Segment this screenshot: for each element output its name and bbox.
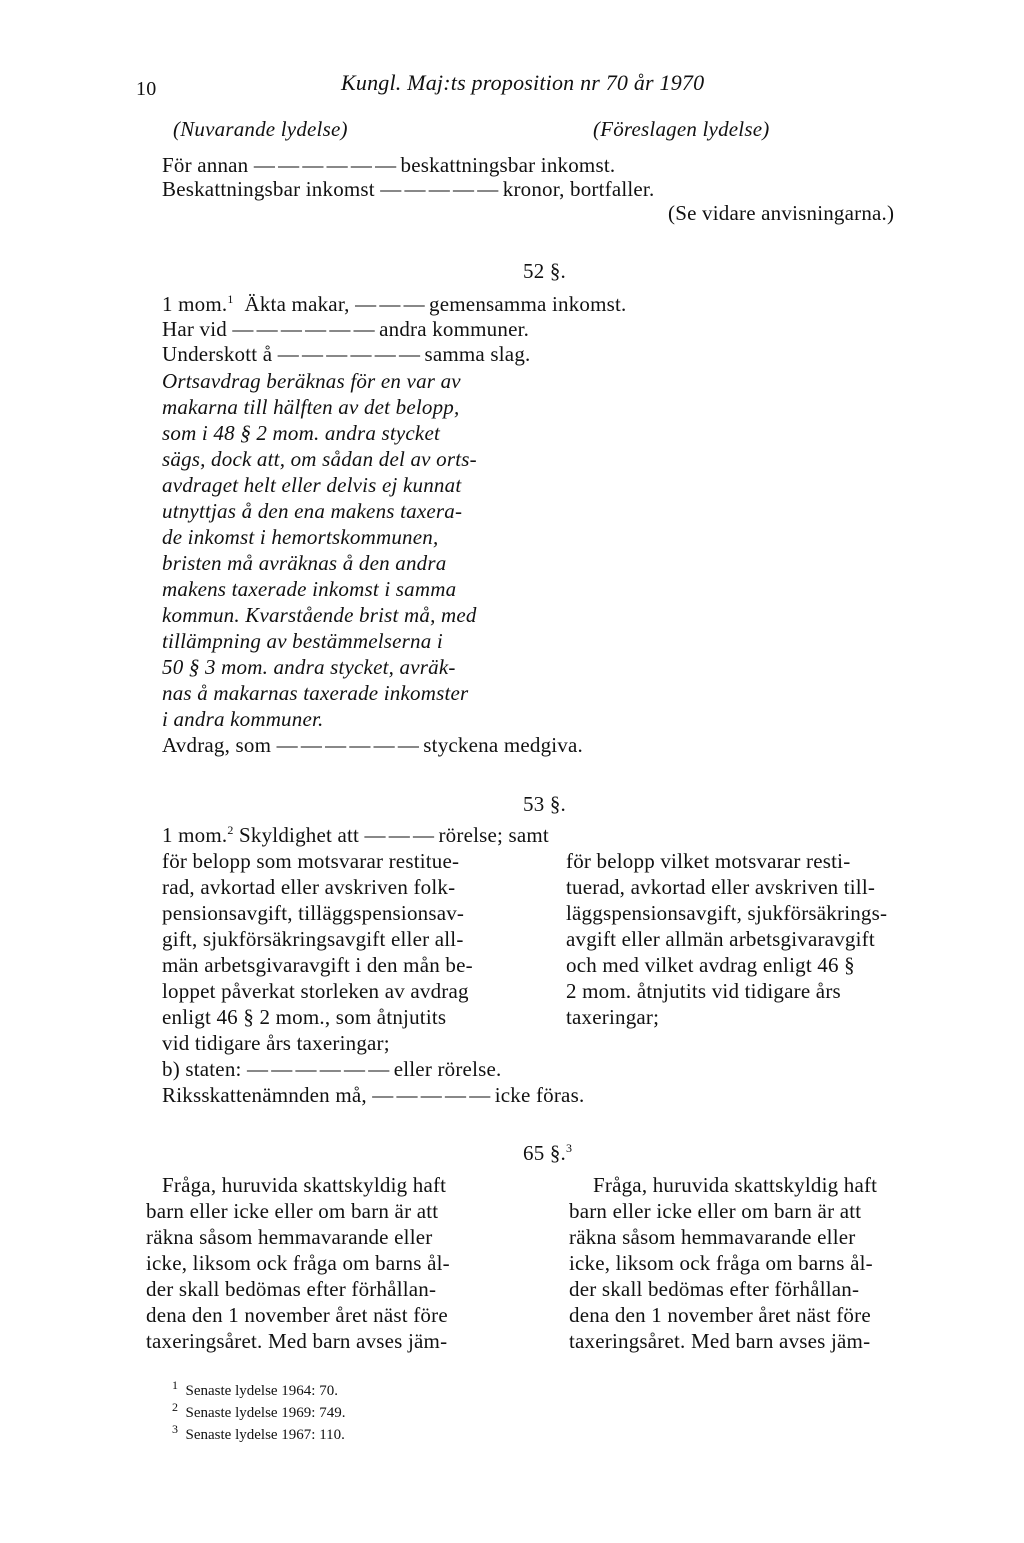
sec53-right-6: 2 mom. åtnjutits vid tidigare års (566, 979, 841, 1003)
sec65-right-1: Fråga, huruvida skattskyldig haft (593, 1173, 878, 1197)
sec53-riks-line: Riksskattenämnden må, — — — — — icke föras. (162, 1083, 585, 1107)
sec53-after-line: vid tidigare års taxeringar; (162, 1031, 390, 1055)
sec53-left-4: gift, sjukförsäkringsavgift eller all- (162, 927, 464, 951)
sec65-left-4: icke, liksom ock fråga om barns ål- (146, 1251, 450, 1275)
column-heading-current: (Nuvarande lydelse) (173, 117, 348, 141)
sec51-line-1: För annan — — — — — — beskattningsbar inkomst. (162, 153, 616, 177)
sec53-right-7: taxeringar; (566, 1005, 660, 1029)
sec52-italic-3: som i 48 § 2 mom. andra stycket (162, 421, 441, 445)
sec65-heading: 65 §.$^3$ (523, 1141, 573, 1165)
sec52-line-3: Underskott å — — — — — — samma slag. (162, 342, 531, 366)
sec65-right-3: räkna såsom hemmavarande eller (569, 1225, 856, 1249)
column-heading-proposed: (Föreslagen lydelse) (593, 117, 770, 141)
sec53-left-2: rad, avkortad eller avskriven folk- (162, 875, 456, 899)
sec53-right-1: för belopp vilket motsvarar resti- (566, 849, 851, 873)
page-number: 10 (136, 78, 157, 100)
sec65-left-7: taxeringsåret. Med barn avses jäm- (146, 1329, 448, 1353)
sec65-left-6: dena den 1 november året näst före (146, 1303, 448, 1327)
sec52-italic-2: makarna till hälften av det belopp, (162, 395, 460, 419)
sec65-right-2: barn eller icke eller om barn är att (569, 1199, 862, 1223)
sec53-left-3: pensionsavgift, tilläggspensionsav- (162, 901, 465, 925)
sec65-right-4: icke, liksom ock fråga om barns ål- (569, 1251, 873, 1275)
sec52-italic-14: i andra kommuner. (162, 707, 324, 731)
sec65-left-2: barn eller icke eller om barn är att (146, 1199, 439, 1223)
sec52-italic-13: nas å makarnas taxerade inkomster (162, 681, 469, 705)
sec65-left-1: Fråga, huruvida skattskyldig haft (162, 1173, 447, 1197)
sec53-right-5: och med vilket avdrag enligt 46 § (566, 953, 855, 977)
sec53-b-line: b) staten: — — — — — — eller rörelse. (162, 1057, 502, 1081)
sec51-line-2: Beskattningsbar inkomst — — — — — kronor, bortfaller. (162, 177, 655, 201)
sec52-italic-5: avdraget helt eller delvis ej kunnat (162, 473, 462, 497)
sec53-left-5: män arbetsgivaravgift i den mån be- (162, 953, 473, 977)
sec53-heading: 53 §. (523, 792, 566, 816)
sec52-italic-11: tillämpning av bestämmelserna i (162, 629, 443, 653)
footnote-1: $^1$ Senaste lydelse 1964: 70. (172, 1378, 338, 1399)
sec51-line-3: (Se vidare anvisningarna.) (668, 201, 895, 225)
footnote-3: $^3$ Senaste lydelse 1967: 110. (172, 1422, 345, 1443)
sec65-left-3: räkna såsom hemmavarande eller (146, 1225, 433, 1249)
sec52-mom1-line: 1 mom.$^1$ Äkta makar, — — — gemensamma inkomst. (162, 292, 627, 316)
sec53-left-7: enligt 46 § 2 mom., som åtnjutits (162, 1005, 447, 1029)
sec52-line-2: Har vid — — — — — — andra kommuner. (162, 317, 530, 341)
sec53-right-2: tuerad, avkortad eller avskriven till- (566, 875, 876, 899)
sec52-heading: 52 §. (523, 259, 566, 283)
running-title: Kungl. Maj:ts proposition nr 70 år 1970 (341, 70, 705, 95)
footnote-2: $^2$ Senaste lydelse 1969: 749. (172, 1400, 346, 1421)
sec65-right-5: der skall bedömas efter förhållan- (569, 1277, 860, 1301)
sec52-italic-4: sägs, dock att, om sådan del av orts- (162, 447, 477, 471)
sec53-left-6: loppet påverkat storleken av avdrag (162, 979, 469, 1003)
sec65-left-5: der skall bedömas efter förhållan- (146, 1277, 437, 1301)
sec52-italic-1: Ortsavdrag beräknas för en var av (162, 369, 461, 393)
sec65-right-7: taxeringsåret. Med barn avses jäm- (569, 1329, 871, 1353)
sec52-italic-6: utnyttjas å den ena makens taxera- (162, 499, 463, 523)
sec52-italic-12: 50 § 3 mom. andra stycket, avräk- (162, 655, 456, 679)
sec52-italic-10: kommun. Kvarstående brist må, med (162, 603, 477, 627)
sec52-italic-9: makens taxerade inkomst i samma (162, 577, 457, 601)
sec52-italic-7: de inkomst i hemortskommunen, (162, 525, 439, 549)
sec52-italic-8: bristen må avräknas å den andra (162, 551, 447, 575)
sec53-right-4: avgift eller allmän arbetsgivaravgift (566, 927, 875, 951)
sec53-right-3: läggspensionsavgift, sjukförsäkrings- (566, 901, 888, 925)
sec53-mom1-line: 1 mom.$^2$ Skyldighet att — — — rörelse; samt (162, 823, 549, 847)
sec65-right-6: dena den 1 november året näst före (569, 1303, 871, 1327)
sec52-last-line: Avdrag, som — — — — — — styckena medgiva. (162, 733, 583, 757)
sec53-left-1: för belopp som motsvarar restitue- (162, 849, 460, 873)
